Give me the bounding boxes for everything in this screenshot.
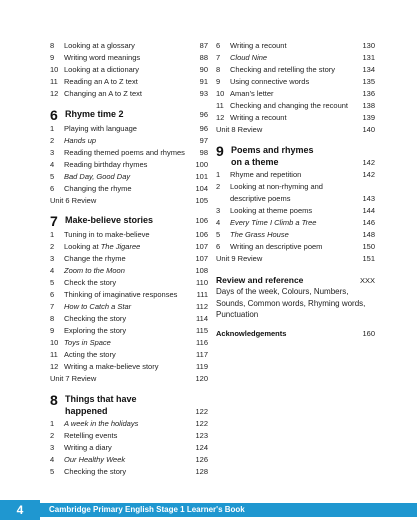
entry-number: 1: [50, 230, 55, 239]
review-page: 151: [362, 254, 375, 263]
toc-right-column: [216, 40, 375, 338]
entry-title: The Grass House: [230, 230, 289, 239]
unit-number: 9: [216, 143, 224, 159]
entry-page: 142: [362, 170, 375, 179]
entry-number: 5: [50, 467, 55, 476]
toc-entry[interactable]: [50, 171, 208, 183]
unit-number: 7: [50, 213, 58, 229]
entry-number: 5: [50, 278, 55, 287]
entry-title: Cloud Nine: [230, 53, 268, 62]
entry-number: 3: [216, 206, 221, 215]
entry-title: Aman's letter: [230, 89, 274, 98]
toc-entry[interactable]: [50, 430, 208, 442]
toc-entry[interactable]: [50, 229, 208, 241]
toc-entry[interactable]: [50, 40, 208, 52]
entry-number: 9: [50, 326, 55, 335]
unit-page: 142: [362, 158, 375, 167]
toc-entry[interactable]: [50, 64, 208, 76]
entry-number: 8: [216, 65, 221, 74]
entry-number: 3: [50, 254, 55, 263]
entry-number: 10: [50, 338, 59, 347]
unit-6-heading[interactable]: [50, 108, 208, 122]
toc-entry[interactable]: [50, 159, 208, 171]
toc-entry[interactable]: [216, 64, 375, 76]
entry-page: 91: [199, 77, 208, 86]
toc-entry[interactable]: [50, 76, 208, 88]
reference-title: Review and reference: [216, 275, 304, 285]
entry-page: 107: [195, 242, 208, 251]
toc-entry[interactable]: [50, 337, 208, 349]
top-entries-left: [50, 40, 208, 100]
entry-page: 93: [199, 89, 208, 98]
entry-page: 119: [196, 362, 208, 371]
entry-number: 1: [216, 170, 221, 179]
entry-page: 126: [195, 455, 208, 464]
toc-entry[interactable]: [50, 88, 208, 100]
entry-number: 2: [216, 182, 221, 191]
entry-number: 12: [50, 362, 59, 371]
entry-number: 6: [50, 290, 55, 299]
entry-number: 10: [50, 65, 59, 74]
entry-number: 11: [50, 350, 58, 359]
entry-title: How to Catch a Star: [64, 302, 132, 311]
entry-title: A week in the holidays: [64, 419, 139, 428]
entry-page: 130: [362, 41, 375, 50]
entry-page: 138: [362, 101, 375, 110]
entry-title: Zoom to the Moon: [64, 266, 125, 275]
entry-title: Looking at theme poems: [230, 206, 313, 215]
entry-title: Change the rhyme: [64, 254, 126, 263]
entry-page: 139: [362, 113, 375, 122]
entry-title: Writing a make-believe story: [64, 362, 159, 371]
review-label: Unit 6 Review: [50, 196, 97, 205]
unit-7-heading[interactable]: [50, 214, 208, 228]
toc-entry[interactable]: [50, 325, 208, 337]
entry-number: 4: [50, 455, 55, 464]
entry-title: Toys in Space: [64, 338, 111, 347]
toc-entry[interactable]: [216, 205, 375, 217]
entry-number: 6: [50, 184, 55, 193]
acknowledgements-title: Acknowledgements: [216, 328, 287, 338]
entry-number: 2: [50, 242, 55, 251]
entry-number: 4: [50, 160, 55, 169]
unit-page: 122: [195, 407, 208, 416]
entry-page: 110: [196, 278, 208, 287]
toc-left-column: [50, 40, 208, 478]
toc-entry[interactable]: [50, 52, 208, 64]
entry-title: Checking the story: [64, 467, 127, 476]
acknowledgements-page: 160: [362, 328, 375, 338]
entry-title: Our Healthy Week: [64, 455, 126, 464]
entry-page: 108: [195, 266, 208, 275]
review-page: 140: [362, 125, 375, 134]
entry-title: Writing an descriptive poem: [230, 242, 323, 251]
review-label: Unit 7 Review: [50, 374, 97, 383]
entry-number: 2: [50, 431, 55, 440]
entry-number: 12: [50, 89, 59, 98]
entry-page: 144: [362, 206, 375, 215]
toc-entry[interactable]: [50, 454, 208, 466]
entry-number: 10: [216, 89, 225, 98]
entry-page: 107: [195, 254, 208, 263]
entry-page: 106: [195, 230, 208, 239]
entry-title: Hands up: [64, 136, 97, 145]
entry-number: 4: [216, 218, 221, 227]
toc-entry[interactable]: [216, 241, 375, 253]
entry-page: 122: [195, 419, 208, 428]
toc-entry[interactable]: [216, 112, 375, 124]
entry-page: 136: [362, 89, 375, 98]
toc-entry[interactable]: [216, 100, 375, 112]
entry-title: Playing with language: [64, 124, 137, 133]
footer-book-title: Cambridge Primary English Stage 1 Learner's Book: [49, 505, 245, 514]
toc-entry[interactable]: [216, 76, 375, 88]
entry-number: 4: [50, 266, 55, 275]
unit-title: Make-believe stories: [65, 215, 154, 225]
entry-title: Acting the story: [64, 350, 116, 359]
review-reference-heading[interactable]: [216, 275, 375, 285]
entry-title: Looking at a dictionary: [64, 65, 140, 74]
entry-page: 112: [196, 302, 208, 311]
unit-8-heading[interactable]: [50, 393, 208, 417]
unit-9-heading[interactable]: [216, 144, 375, 168]
entry-title: Every Time I Climb a Tree: [230, 218, 317, 227]
entry-number: 12: [216, 113, 225, 122]
entry-page: 98: [199, 148, 208, 157]
toc-entry[interactable]: [50, 289, 208, 301]
toc-entry[interactable]: [50, 147, 208, 159]
entry-number: 5: [216, 230, 221, 239]
unit-page: 96: [199, 110, 208, 119]
toc-entry[interactable]: [50, 466, 208, 478]
entry-title: Changing an A to Z text: [64, 89, 142, 98]
entry-title: Writing a recount: [230, 113, 287, 122]
entry-page: 114: [196, 314, 208, 323]
toc-entry[interactable]: [50, 442, 208, 454]
entry-title: Reading themed poems and rhymes: [64, 148, 185, 157]
toc-entry[interactable]: [50, 349, 208, 361]
entry-page: 134: [362, 65, 375, 74]
toc-entry[interactable]: [50, 123, 208, 135]
entry-title: Check the story: [64, 278, 117, 287]
entry-page: 135: [362, 77, 375, 86]
entry-title: Checking and changing the recount: [230, 101, 349, 110]
entry-number: 7: [50, 302, 55, 311]
entry-number: 3: [50, 148, 55, 157]
unit-title: Rhyme time 2: [65, 109, 124, 119]
toc-entry[interactable]: [216, 52, 375, 64]
entry-page: 148: [362, 230, 375, 239]
toc-entry[interactable]: [50, 253, 208, 265]
review-page: 120: [195, 374, 208, 383]
entry-number: 2: [50, 136, 55, 145]
entry-title: Rhyme and repetition: [230, 170, 302, 179]
entry-number: 11: [216, 101, 224, 110]
toc-entry[interactable]: [50, 361, 208, 373]
toc-entry[interactable]: [216, 229, 375, 241]
toc-entry[interactable]: [216, 217, 375, 229]
entry-title: Looking at a glossary: [64, 41, 135, 50]
unit-review[interactable]: [50, 195, 208, 207]
reference-description: Days of the week, Colours, Numbers, Sounds, Common words, Rhyming words, Punctuation: [216, 287, 366, 319]
acknowledgements-entry[interactable]: [216, 329, 375, 338]
unit-review[interactable]: [216, 253, 375, 265]
unit-page: 106: [195, 216, 208, 225]
entry-title: Using connective words: [230, 77, 310, 86]
entry-number: 9: [50, 53, 55, 62]
entry-page: 150: [362, 242, 375, 251]
toc-entry[interactable]: [50, 418, 208, 430]
entry-number: 6: [216, 242, 221, 251]
entry-page: 104: [195, 184, 208, 193]
entry-title: Tuning in to make-believe: [64, 230, 150, 239]
entry-number: 9: [216, 77, 221, 86]
entry-title-plain: Looking at: [64, 242, 101, 251]
entry-title: Writing word meanings: [64, 53, 141, 62]
page-number: 4: [0, 500, 40, 520]
unit-title: Poems and rhymes on a theme: [231, 145, 314, 167]
entry-page: 124: [195, 443, 208, 452]
entry-number: 7: [216, 53, 221, 62]
entry-title: Thinking of imaginative responses: [64, 290, 178, 299]
toc-entry[interactable]: [50, 183, 208, 195]
toc-entry[interactable]: [216, 169, 375, 181]
entry-number: 3: [50, 443, 55, 452]
entry-number: 1: [50, 419, 55, 428]
entry-page: 101: [195, 172, 208, 181]
entry-page: 128: [195, 467, 208, 476]
entry-page: 131: [362, 53, 375, 62]
unit-number: 8: [50, 392, 58, 408]
toc-entry[interactable]: [50, 301, 208, 313]
toc-entry[interactable]: [216, 88, 375, 100]
entry-title: Looking at non-rhyming and descriptive poems: [230, 182, 323, 203]
toc-entry[interactable]: [50, 241, 208, 253]
entry-title: Reading birthday rhymes: [64, 160, 148, 169]
entry-title: Bad Day, Good Day: [64, 172, 131, 181]
entry-title: Exploring the story: [64, 326, 127, 335]
entry-page: 90: [199, 65, 208, 74]
entry-page: 97: [199, 136, 208, 145]
entry-page: 116: [196, 338, 208, 347]
entry-page: 100: [195, 160, 208, 169]
entry-page: 96: [199, 124, 208, 133]
review-page: 105: [195, 196, 208, 205]
entry-title: Changing the rhyme: [64, 184, 132, 193]
entry-title: Reading an A to Z text: [64, 77, 138, 86]
unit-review[interactable]: [216, 124, 375, 136]
review-label: Unit 9 Review: [216, 254, 263, 263]
toc-entry[interactable]: [50, 135, 208, 147]
entry-title-italic: The Jigaree: [100, 242, 141, 251]
toc-entry[interactable]: [50, 313, 208, 325]
entry-number: 6: [216, 41, 221, 50]
entry-page: 123: [195, 431, 208, 440]
entry-number: 1: [50, 124, 55, 133]
entry-title: Checking the story: [64, 314, 127, 323]
toc-entry[interactable]: [50, 265, 208, 277]
review-label: Unit 8 Review: [216, 125, 263, 134]
entry-page: 87: [199, 41, 208, 50]
unit-number: 6: [50, 107, 58, 123]
entry-page: 117: [196, 350, 208, 359]
entry-number: 8: [50, 41, 55, 50]
entry-page: 111: [196, 290, 208, 299]
toc-entry[interactable]: [50, 277, 208, 289]
entry-page: 115: [196, 326, 208, 335]
entry-number: 11: [50, 77, 58, 86]
entry-title: Writing a diary: [64, 443, 112, 452]
entry-title: Checking and retelling the story: [230, 65, 336, 74]
reference-page: XXX: [359, 276, 375, 285]
entry-page: 143: [362, 194, 375, 203]
entry-number: 5: [50, 172, 55, 181]
entry-title: Writing a recount: [230, 41, 287, 50]
entry-number: 8: [50, 314, 55, 323]
unit-review[interactable]: [50, 373, 208, 385]
entry-page: 88: [199, 53, 208, 62]
toc-entry[interactable]: [216, 40, 375, 52]
unit-title: Things that have happened: [65, 394, 137, 416]
entry-page: 146: [362, 218, 375, 227]
entry-title: Retelling events: [64, 431, 118, 440]
toc-entry[interactable]: [216, 181, 375, 205]
